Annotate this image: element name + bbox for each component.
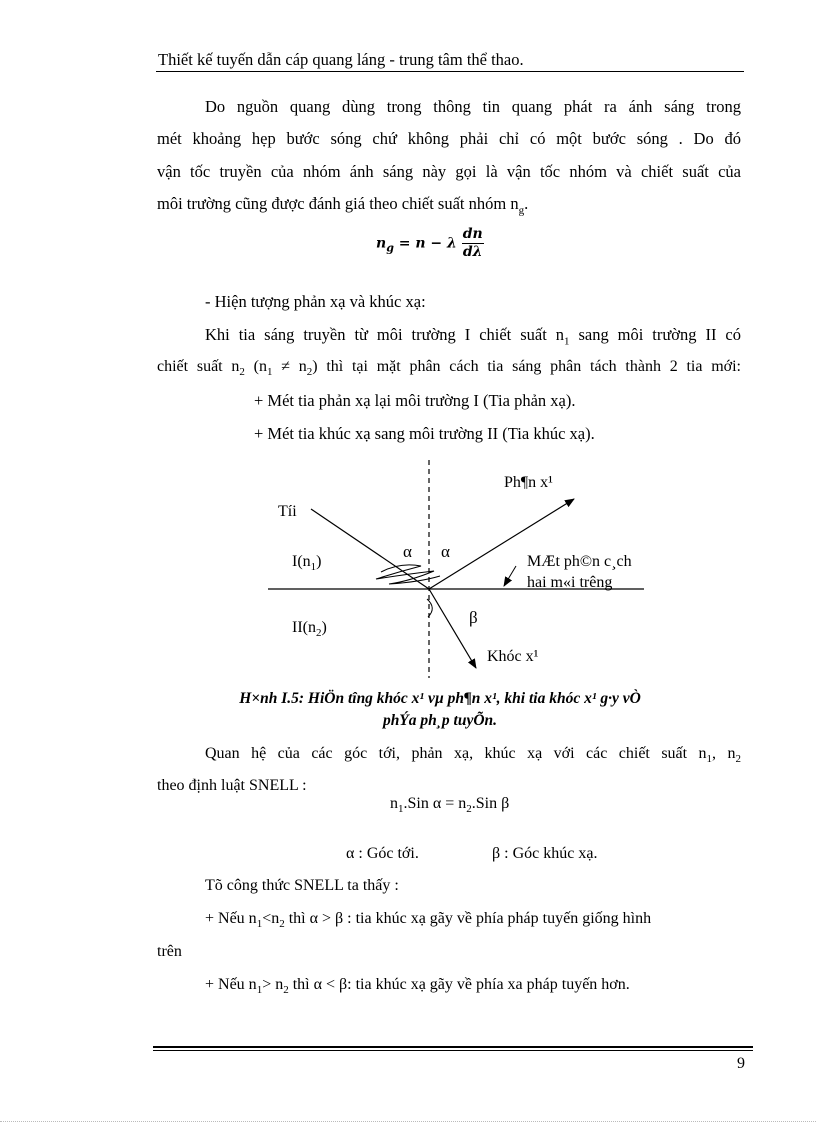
refracted-label: Khóc x¹ <box>487 648 539 665</box>
text: <n <box>262 910 280 927</box>
fraction-numerator: dn <box>462 226 483 242</box>
footer-rule <box>153 1046 753 1048</box>
page-bottom-border <box>0 1121 816 1122</box>
subscript: 1 <box>266 366 273 379</box>
text: ) thì tại mặt phân cách tia sáng phân tách thành 2 tia mới: <box>312 358 741 375</box>
subscript: 2 <box>735 753 741 766</box>
subscript: 2 <box>239 366 245 379</box>
subscript: 1 <box>256 984 263 997</box>
surface-label-line2: hai m«i trêng <box>527 574 613 591</box>
caption-line: phÝa ph¸p tuyÕn. <box>382 712 498 729</box>
beta-label: β <box>469 608 478 627</box>
text: Khi tia sáng truyền từ môi trường I chiết suất n <box>205 325 564 344</box>
page-number: 9 <box>737 1055 745 1072</box>
text: thì α < β: tia khúc xạ gãy về phía xa pháp tuyến hơn. <box>288 976 630 993</box>
formula-rhs: = n − λ <box>398 235 457 252</box>
text: sang môi trường II có <box>569 325 741 344</box>
bullet-refraction: + Mét tia khúc xạ sang môi trường II (Tia khúc xạ). <box>254 424 595 443</box>
text: thì α > β : tia khúc xạ gãy về phía pháp tuyến giống hình <box>284 910 652 927</box>
reflected-label: Ph¶n x¹ <box>504 474 553 491</box>
footer-rule-thin <box>153 1050 753 1051</box>
subscript: 2 <box>466 803 472 816</box>
medium-1-text: I(n <box>292 553 311 570</box>
case-1-line-2: trên <box>157 943 182 960</box>
surface-label-line1: MÆt ph©n c¸ch <box>527 553 632 570</box>
text: n <box>390 795 398 812</box>
text: mét khoảng hẹp bước sóng chứ không phải chỉ có một bước sóng . Do đó <box>157 129 741 148</box>
case-2-line <box>205 976 630 996</box>
incident-label: Tíi <box>278 503 297 520</box>
text: chiết suất n <box>157 358 240 375</box>
text: + Nếu n <box>205 976 257 993</box>
refracted-ray <box>429 589 476 668</box>
text: .Sin α = n <box>403 795 467 812</box>
text: vận tốc truyền của nhóm ánh sáng này gọi là vận tốc nhóm và chiết suất của <box>157 162 741 181</box>
formula-lhs-sub: g <box>386 241 394 255</box>
text: môi trường cũng được đánh giá theo chiết suất nhóm n <box>157 194 519 213</box>
medium-1-sub: 1 <box>310 561 317 573</box>
figure-caption <box>170 688 710 732</box>
surface-pointer <box>504 566 516 586</box>
subscript: 1 <box>256 918 263 931</box>
medium-1-label <box>292 553 321 573</box>
medium-2-sub: 2 <box>315 627 322 639</box>
paragraph-line <box>157 745 741 765</box>
case-1-line <box>205 910 651 930</box>
text: Do nguồn quang dùng trong thông tin quang phát ra ánh sáng trong <box>205 97 741 116</box>
alpha-reflected-label: α <box>441 542 450 561</box>
medium-1-close: ) <box>316 553 322 570</box>
text: + Nếu n <box>205 910 257 927</box>
subscript: 2 <box>306 366 313 379</box>
medium-2-close: ) <box>321 619 327 636</box>
subscript: 1 <box>398 803 404 816</box>
bullet-reflection: + Mét tia phản xạ lại môi trường I (Tia phản xạ). <box>254 391 576 410</box>
beta-definition: β : Góc khúc xạ. <box>492 845 598 862</box>
page-header-title: Thiết kế tuyến dẫn cáp quang láng - trung tâm thể thao. <box>158 50 524 69</box>
beta-arc <box>427 599 432 617</box>
text: (n <box>244 358 267 375</box>
alpha-incident-label: α <box>403 542 412 561</box>
subscript: 1 <box>564 335 570 348</box>
medium-2-text: II(n <box>292 619 316 636</box>
alpha-arc <box>376 565 440 584</box>
text: . <box>524 194 529 213</box>
alpha-definition: α : Góc tới. <box>346 845 419 862</box>
text: - Hiện tượng phản xạ và khúc xạ: <box>205 292 426 311</box>
subscript: 2 <box>283 984 289 997</box>
paragraph-line: theo định luật SNELL : <box>157 777 307 794</box>
text: > n <box>262 976 284 993</box>
formula-lhs: n <box>376 235 387 252</box>
text: , n <box>712 745 736 762</box>
caption-line: H×nh I.5: HiÖn tîng khóc x¹ vµ ph¶n x¹, khi tia khóc x¹ g·y vÒ <box>239 690 641 707</box>
fraction-denominator: dλ <box>462 244 483 260</box>
medium-2-label <box>292 619 327 639</box>
snell-law <box>390 795 509 815</box>
subscript: 2 <box>279 918 285 931</box>
text: .Sin β <box>471 795 510 812</box>
conclusion-line: Tõ công thức SNELL ta thấy : <box>205 877 399 894</box>
subscript: 1 <box>706 753 713 766</box>
text: Quan hệ của các góc tới, phản xạ, khúc xạ với các chiết suất n <box>205 745 707 762</box>
text: ≠ n <box>272 358 307 375</box>
subscript: g <box>518 204 525 217</box>
